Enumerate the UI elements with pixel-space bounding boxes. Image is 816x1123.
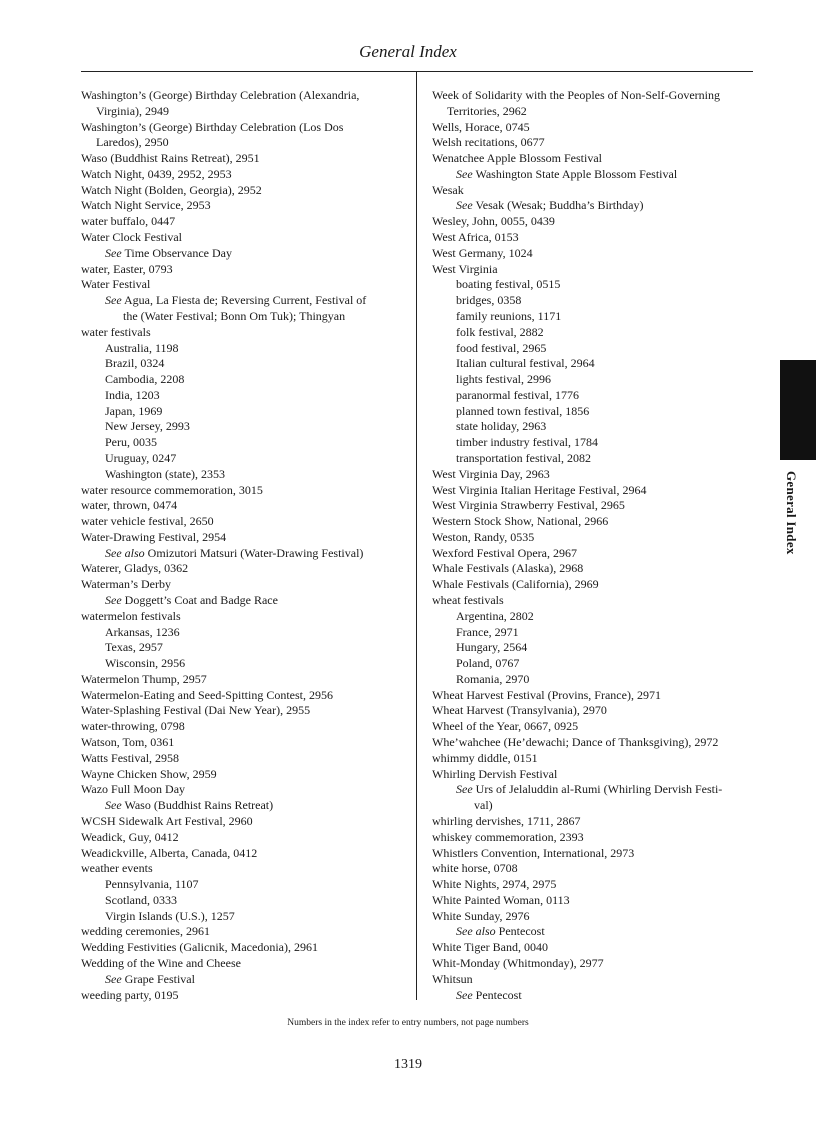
- index-entry: [81, 230, 401, 246]
- running-header: General Index: [359, 42, 457, 61]
- index-subentry: [432, 404, 752, 420]
- index-entry: [432, 230, 752, 246]
- cross-reference-label: See: [456, 987, 473, 1002]
- index-entry-text: Watch Night Service, 2953: [81, 198, 211, 213]
- index-entry: [81, 214, 401, 230]
- index-entry-text: West Germany, 1024: [432, 245, 533, 260]
- index-entry-text: Romania, 2970: [456, 671, 530, 686]
- index-subentry: [81, 972, 401, 988]
- index-entry-text: Hungary, 2564: [456, 640, 528, 655]
- index-entry: [432, 688, 752, 704]
- index-entry-text: Virgin Islands (U.S.), 1257: [105, 908, 235, 923]
- index-entry: [81, 104, 401, 120]
- index-entry: [432, 767, 752, 783]
- index-entry-text: wedding ceremonies, 2961: [81, 924, 210, 939]
- index-entry: [432, 120, 752, 136]
- index-entry-text: Whe’wahchee (He’dewachi; Dance of Thanksgiving), 2972: [432, 735, 719, 750]
- index-entry: [432, 846, 752, 862]
- index-entry-text: whiskey commemoration, 2393: [432, 829, 584, 844]
- index-entry-text: Texas, 2957: [105, 640, 163, 655]
- index-entry-text: Waterer, Gladys, 0362: [81, 561, 189, 576]
- index-entry-text: water festivals: [81, 324, 151, 339]
- index-entry: [81, 514, 401, 530]
- cross-reference-label: See also: [456, 924, 496, 939]
- index-entry: [432, 262, 752, 278]
- index-entry: [432, 719, 752, 735]
- index-entry-text: Italian cultural festival, 2964: [456, 356, 595, 371]
- page-number: 1319: [394, 1057, 422, 1072]
- index-entry: [81, 719, 401, 735]
- index-entry-text: Whale Festivals (Alaska), 2968: [432, 561, 584, 576]
- index-entry: [432, 88, 752, 104]
- index-entry-text: state holiday, 2963: [456, 419, 547, 434]
- index-entry-text: Omizutori Matsuri (Water-Drawing Festival): [147, 545, 364, 560]
- index-subentry: [432, 988, 752, 1004]
- index-subentry: [81, 467, 401, 483]
- cross-reference-label: See: [105, 593, 122, 607]
- index-entry-text: Virginia), 2949: [96, 103, 170, 118]
- index-entry: [81, 262, 401, 278]
- index-entry-text: planned town festival, 1856: [456, 403, 590, 418]
- index-entry-text: Water-Splashing Festival (Dai New Year), 2955: [81, 703, 311, 718]
- index-entry-text: Australia, 1198: [105, 340, 179, 355]
- index-subentry: [432, 372, 752, 388]
- side-section-label: General Index: [784, 471, 799, 555]
- index-entry: [432, 483, 752, 499]
- index-entry: [81, 88, 401, 104]
- index-entry-text: India, 1203: [105, 387, 160, 402]
- index-subentry: [81, 404, 401, 420]
- index-column-right: [432, 88, 752, 1003]
- index-entry-text: Week of Solidarity with the Peoples of Non-Self-Governing: [432, 88, 720, 102]
- index-subentry: [81, 246, 401, 262]
- index-subentry: [432, 419, 752, 435]
- index-entry-text: White Nights, 2974, 2975: [432, 877, 557, 892]
- index-entry-text: Uruguay, 0247: [105, 450, 177, 465]
- index-entry-text: Watch Night (Bolden, Georgia), 2952: [81, 182, 262, 197]
- index-subentry: [432, 309, 752, 325]
- index-entry: [81, 167, 401, 183]
- cross-reference-label: See: [456, 198, 473, 213]
- index-entry-text: Watermelon-Eating and Seed-Spitting Contest, 2956: [81, 687, 333, 702]
- index-entry-text: Wedding Festivities (Galicnik, Macedonia), 2961: [81, 940, 318, 955]
- index-entry-text: Cambodia, 2208: [105, 372, 185, 387]
- cross-reference-label: See: [105, 293, 122, 308]
- index-entry-text: West Virginia Italian Heritage Festival, 2964: [432, 482, 647, 497]
- index-entry-text: watermelon festivals: [81, 608, 181, 623]
- index-column-left: [81, 88, 401, 1003]
- index-entry: [81, 561, 401, 577]
- index-subentry: [432, 640, 752, 656]
- index-subentry: [432, 672, 752, 688]
- index-entry-text: water vehicle festival, 2650: [81, 514, 214, 529]
- index-entry-text: New Jersey, 2993: [105, 419, 190, 434]
- cross-reference-label: See: [105, 798, 122, 813]
- index-subentry: [81, 451, 401, 467]
- index-entry-text: West Virginia Day, 2963: [432, 466, 550, 481]
- index-entry-text: Laredos), 2950: [96, 135, 169, 150]
- index-entry-text: Water Festival: [81, 277, 151, 292]
- index-entry: [432, 814, 752, 830]
- index-entry: [432, 214, 752, 230]
- index-entry-text: Welsh recitations, 0677: [432, 135, 545, 150]
- index-entry-text: Wheat Harvest Festival (Provins, France), 2971: [432, 687, 661, 702]
- index-entry-text: Whale Festivals (California), 2969: [432, 577, 599, 592]
- index-entry-text: Watson, Tom, 0361: [81, 735, 175, 750]
- index-entry: [432, 104, 752, 120]
- index-entry: [81, 577, 401, 593]
- index-entry-text: Territories, 2962: [447, 103, 527, 118]
- index-subentry: [81, 341, 401, 357]
- index-entry-text: Wells, Horace, 0745: [432, 119, 530, 134]
- index-subentry: [432, 198, 752, 214]
- index-subentry: [81, 435, 401, 451]
- index-entry-text: West Virginia Strawberry Festival, 2965: [432, 498, 625, 513]
- index-subentry: [81, 877, 401, 893]
- index-entry-text: whirling dervishes, 1711, 2867: [432, 813, 581, 828]
- index-entry: [81, 846, 401, 862]
- index-entry: [432, 546, 752, 562]
- index-entry-text: white horse, 0708: [432, 861, 518, 876]
- index-subentry: [81, 656, 401, 672]
- index-entry: [432, 940, 752, 956]
- index-subentry: [432, 293, 752, 309]
- index-subentry: [432, 782, 752, 798]
- index-subentry: [432, 277, 752, 293]
- index-entry-text: Waso (Buddhist Rains Retreat): [124, 798, 274, 813]
- column-divider: [416, 72, 417, 1000]
- cross-reference-label: See: [105, 971, 122, 986]
- index-entry-text: lights festival, 2996: [456, 372, 551, 387]
- index-subentry: [81, 293, 401, 309]
- footnote: Numbers in the index refer to entry numbers, not page numbers: [287, 1018, 529, 1028]
- index-entry: [432, 593, 752, 609]
- index-entry-text: Wenatchee Apple Blossom Festival: [432, 151, 603, 166]
- index-entry: [81, 483, 401, 499]
- index-entry: [432, 498, 752, 514]
- index-entry-text: Weadickville, Alberta, Canada, 0412: [81, 845, 258, 860]
- index-entry: [432, 577, 752, 593]
- index-entry: [81, 861, 401, 877]
- index-entry: [81, 151, 401, 167]
- index-entry-text: Western Stock Show, National, 2966: [432, 514, 609, 529]
- index-entry-text: Pentecost: [475, 987, 522, 1002]
- index-entry-text: White Sunday, 2976: [432, 908, 530, 923]
- index-entry: [432, 956, 752, 972]
- index-entry: [81, 277, 401, 293]
- index-entry-text: Weston, Randy, 0535: [432, 529, 535, 544]
- index-entry: [81, 751, 401, 767]
- index-subentry: [81, 356, 401, 372]
- index-entry: [432, 798, 752, 814]
- index-entry-text: Waso (Buddhist Rains Retreat), 2951: [81, 151, 260, 166]
- index-subentry: [81, 909, 401, 925]
- index-subentry: [81, 372, 401, 388]
- index-subentry: [81, 640, 401, 656]
- index-entry-text: White Tiger Band, 0040: [432, 940, 548, 955]
- index-subentry: [432, 356, 752, 372]
- index-entry: [432, 530, 752, 546]
- index-entry-text: Whistlers Convention, International, 2973: [432, 845, 635, 860]
- index-entry-text: West Africa, 0153: [432, 230, 519, 245]
- index-subentry: [432, 625, 752, 641]
- index-entry-text: Grape Festival: [124, 971, 195, 986]
- index-entry-text: Wheel of the Year, 0667, 0925: [432, 719, 579, 734]
- index-entry: [81, 672, 401, 688]
- index-entry-text: Washington’s (George) Birthday Celebration (Los Dos: [81, 119, 344, 134]
- index-subentry: [81, 625, 401, 641]
- index-entry: [432, 861, 752, 877]
- cross-reference-label: See also: [105, 545, 145, 560]
- index-entry: [432, 514, 752, 530]
- index-entry-text: WCSH Sidewalk Art Festival, 2960: [81, 813, 253, 828]
- index-entry-text: Doggett’s Coat and Badge Race: [124, 593, 278, 607]
- index-entry-text: Watts Festival, 2958: [81, 750, 180, 765]
- index-entry-text: weather events: [81, 861, 153, 876]
- index-entry-text: the (Water Festival; Bonn Om Tuk); Thingyan: [123, 308, 346, 323]
- index-entry-text: Watermelon Thump, 2957: [81, 671, 207, 686]
- index-entry-text: Watch Night, 0439, 2952, 2953: [81, 166, 232, 181]
- index-subentry: [432, 435, 752, 451]
- index-subentry: [81, 388, 401, 404]
- index-entry-text: Washington State Apple Blossom Festival: [475, 166, 678, 181]
- index-entry-text: Wheat Harvest (Transylvania), 2970: [432, 703, 607, 718]
- index-entry-text: water, Easter, 0793: [81, 261, 173, 276]
- index-entry: [81, 198, 401, 214]
- index-entry-text: weeding party, 0195: [81, 987, 179, 1002]
- index-entry: [432, 830, 752, 846]
- index-entry-text: whimmy diddle, 0151: [432, 750, 538, 765]
- index-entry-text: water-throwing, 0798: [81, 719, 185, 734]
- index-entry-text: Water-Drawing Festival, 2954: [81, 529, 227, 544]
- index-entry-text: Japan, 1969: [105, 403, 163, 418]
- index-subentry: [432, 341, 752, 357]
- index-subentry: [81, 893, 401, 909]
- index-subentry: [81, 419, 401, 435]
- cross-reference-label: See: [456, 782, 473, 797]
- index-entry: [81, 830, 401, 846]
- index-entry: [81, 735, 401, 751]
- index-entry: [432, 751, 752, 767]
- index-subentry: [432, 609, 752, 625]
- index-entry-text: folk festival, 2882: [456, 324, 544, 339]
- index-entry-text: Agua, La Fiesta de; Reversing Current, Festival of: [124, 293, 367, 308]
- index-entry: [81, 183, 401, 199]
- index-entry-text: Argentina, 2802: [456, 608, 534, 623]
- index-entry-text: Wedding of the Wine and Cheese: [81, 955, 241, 970]
- index-entry-text: Peru, 0035: [105, 435, 157, 450]
- index-entry-text: Weadick, Guy, 0412: [81, 829, 179, 844]
- index-entry: [81, 782, 401, 798]
- index-entry: [432, 561, 752, 577]
- index-entry-text: Water Clock Festival: [81, 230, 183, 245]
- index-entry: [81, 120, 401, 136]
- index-entry-text: Wesak: [432, 182, 464, 197]
- index-entry: [81, 135, 401, 151]
- index-entry: [81, 767, 401, 783]
- index-entry-text: family reunions, 1171: [456, 308, 562, 323]
- index-subentry: [432, 388, 752, 404]
- index-entry-text: boating festival, 0515: [456, 277, 561, 292]
- index-subentry: [432, 451, 752, 467]
- index-entry: [81, 309, 401, 325]
- index-entry-text: wheat festivals: [432, 593, 504, 607]
- cross-reference-label: See: [105, 245, 122, 260]
- index-entry-text: Wesley, John, 0055, 0439: [432, 214, 555, 229]
- index-entry: [432, 703, 752, 719]
- index-entry: [81, 988, 401, 1004]
- index-entry-text: West Virginia: [432, 261, 498, 276]
- index-entry-text: Pennsylvania, 1107: [105, 877, 199, 892]
- index-entry: [81, 703, 401, 719]
- index-entry-text: water buffalo, 0447: [81, 214, 176, 229]
- index-entry-text: food festival, 2965: [456, 340, 547, 355]
- index-subentry: [432, 167, 752, 183]
- index-entry-text: transportation festival, 2082: [456, 450, 591, 465]
- index-entry-text: Wazo Full Moon Day: [81, 782, 186, 797]
- index-entry: [432, 877, 752, 893]
- index-entry-text: Arkansas, 1236: [105, 624, 180, 639]
- index-entry-text: bridges, 0358: [456, 293, 522, 308]
- index-entry: [81, 498, 401, 514]
- index-entry-text: Poland, 0767: [456, 656, 520, 671]
- section-thumb-tab: [780, 360, 816, 460]
- index-entry-text: paranormal festival, 1776: [456, 387, 579, 402]
- index-entry: [432, 893, 752, 909]
- index-entry-text: water resource commemoration, 3015: [81, 482, 263, 497]
- index-entry-text: Time Observance Day: [124, 245, 232, 260]
- index-entry: [432, 246, 752, 262]
- index-entry-text: Wisconsin, 2956: [105, 656, 186, 671]
- index-entry-text: Whitsun: [432, 971, 473, 986]
- index-entry-text: Urs of Jelaluddin al-Rumi (Whirling Dervish Festi-: [475, 782, 723, 797]
- index-entry-text: Wexford Festival Opera, 2967: [432, 545, 577, 560]
- index-entry: [81, 688, 401, 704]
- index-entry: [432, 909, 752, 925]
- index-entry-text: Brazil, 0324: [105, 356, 165, 371]
- index-entry-text: Waterman’s Derby: [81, 577, 171, 592]
- index-subentry: [432, 656, 752, 672]
- index-entry-text: Washington’s (George) Birthday Celebration (Alexandria,: [81, 88, 360, 102]
- index-entry: [81, 325, 401, 341]
- index-entry-text: Pentecost: [498, 924, 545, 939]
- index-entry: [81, 940, 401, 956]
- index-entry: [81, 609, 401, 625]
- index-entry-text: France, 2971: [456, 624, 519, 639]
- index-entry: [432, 135, 752, 151]
- index-entry: [81, 814, 401, 830]
- index-entry-text: Scotland, 0333: [105, 892, 177, 907]
- index-subentry: [432, 924, 752, 940]
- index-entry-text: timber industry festival, 1784: [456, 435, 598, 450]
- index-entry-text: Washington (state), 2353: [105, 466, 226, 481]
- index-entry-text: Vesak (Wesak; Buddha’s Birthday): [475, 198, 644, 213]
- index-entry: [81, 530, 401, 546]
- index-entry-text: water, thrown, 0474: [81, 498, 178, 513]
- index-entry: [432, 151, 752, 167]
- index-entry: [432, 972, 752, 988]
- index-entry-text: val): [474, 798, 493, 813]
- index-entry: [81, 956, 401, 972]
- index-entry: [432, 735, 752, 751]
- index-entry-text: Wayne Chicken Show, 2959: [81, 766, 217, 781]
- index-entry: [81, 924, 401, 940]
- index-subentry: [81, 546, 401, 562]
- index-entry: [432, 183, 752, 199]
- index-subentry: [432, 325, 752, 341]
- index-entry-text: White Painted Woman, 0113: [432, 892, 570, 907]
- cross-reference-label: See: [456, 166, 473, 181]
- index-entry-text: Whirling Dervish Festival: [432, 766, 558, 781]
- index-subentry: [81, 798, 401, 814]
- index-entry-text: Whit-Monday (Whitmonday), 2977: [432, 955, 604, 970]
- header-rule: [81, 71, 753, 72]
- index-subentry: [81, 593, 401, 609]
- index-entry: [432, 467, 752, 483]
